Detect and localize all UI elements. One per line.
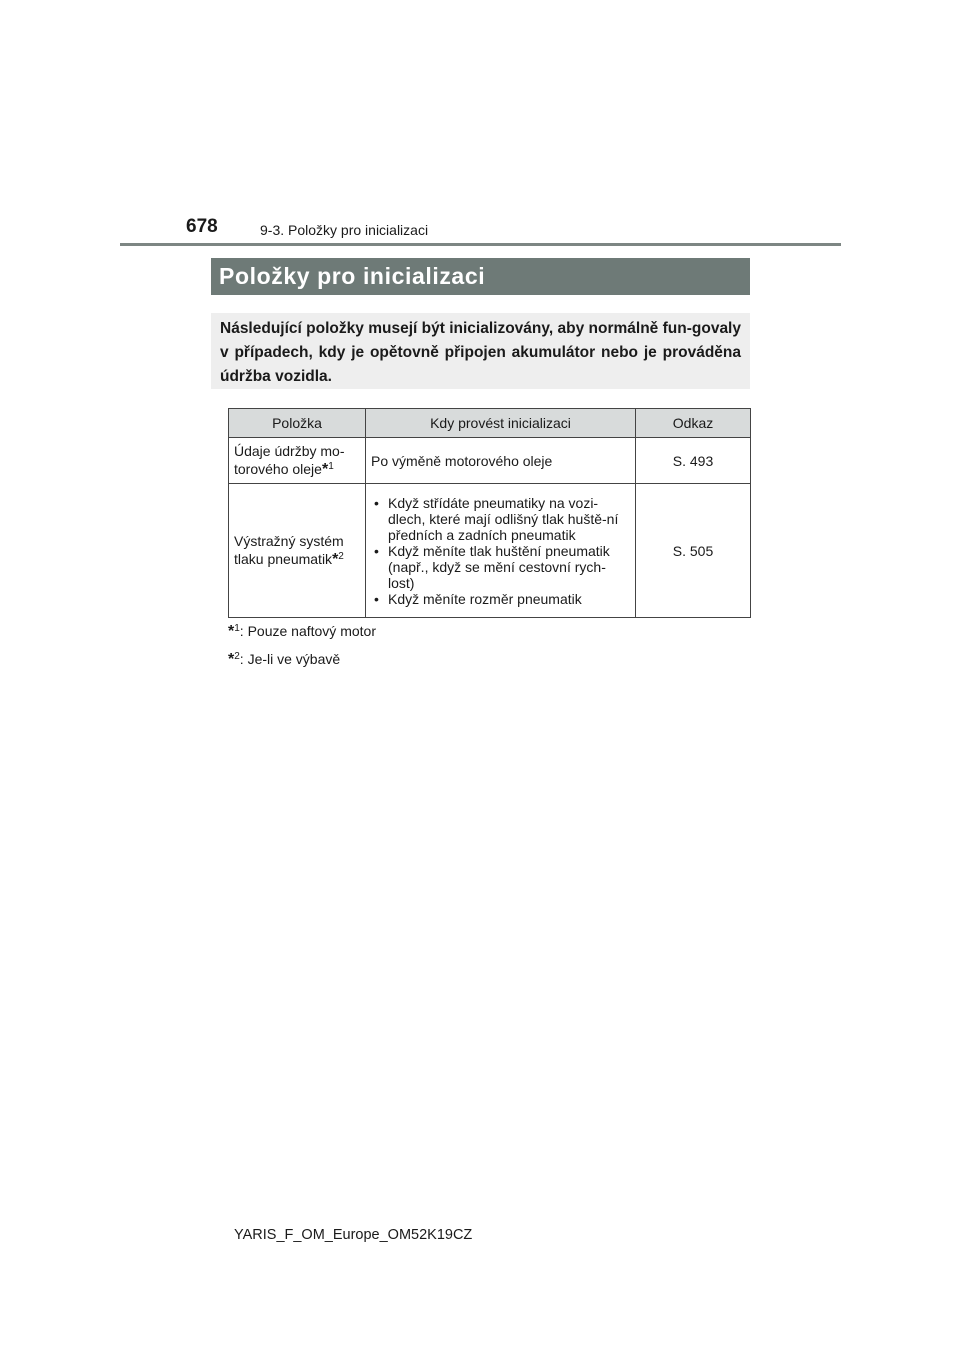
footnote-number: 2	[338, 551, 344, 562]
when-cell: Po výměně motorového oleje	[366, 438, 636, 484]
table-row	[229, 484, 751, 618]
section-title: Položky pro inicializaci	[211, 258, 750, 295]
column-header-when: Kdy provést inicializaci	[366, 409, 636, 438]
bullet-item: • Když měníte rozměr pneumatik	[371, 591, 630, 607]
intro-text: Následující položky musejí být inicializovány, aby normálně fun-govaly v případech, kdy je opětovně připojen akumulátor nebo je prováděna údržba vozidla.	[211, 313, 750, 389]
footnote-star: *	[321, 461, 329, 478]
footnote-star: *	[228, 623, 235, 640]
item-label: Údaje údržby mo-torového oleje	[234, 443, 345, 477]
footnote-text: : Je-li ve výbavě	[239, 651, 341, 667]
footnote-star: *	[332, 551, 339, 568]
table-header-row	[229, 409, 751, 438]
initialization-table	[228, 408, 751, 618]
footnote-number: 1	[328, 461, 334, 472]
footnote-number: 1	[234, 623, 240, 634]
column-header-item: Položka	[229, 409, 366, 438]
item-cell	[229, 438, 366, 484]
when-cell	[366, 484, 636, 618]
item-label: Výstražný systém tlaku pneumatik	[234, 533, 344, 567]
footnote	[228, 651, 340, 669]
section-reference: 9-3. Položky pro inicializaci	[260, 222, 429, 238]
bullet-item: • Když střídáte pneumatiky na vozi-dlech, které mají odlišný tlak huště-ní předních a zadních pneumatik	[371, 495, 630, 543]
bullet-list	[371, 495, 630, 607]
footnote-number: 2	[234, 651, 240, 662]
footnote-star: *	[228, 651, 235, 668]
page-number: 678	[186, 216, 218, 237]
item-cell	[229, 484, 366, 618]
footnote	[228, 623, 376, 641]
reference-cell: S. 493	[636, 438, 751, 484]
column-header-reference: Odkaz	[636, 409, 751, 438]
header-rule	[120, 243, 841, 246]
bullet-item: • Když měníte tlak huštění pneumatik (např., když se mění cestovní rych-lost)	[371, 543, 630, 591]
document-id: YARIS_F_OM_Europe_OM52K19CZ	[234, 1227, 473, 1243]
footnote-text: : Pouze naftový motor	[239, 623, 376, 639]
reference-cell: S. 505	[636, 484, 751, 618]
table-row	[229, 438, 751, 484]
